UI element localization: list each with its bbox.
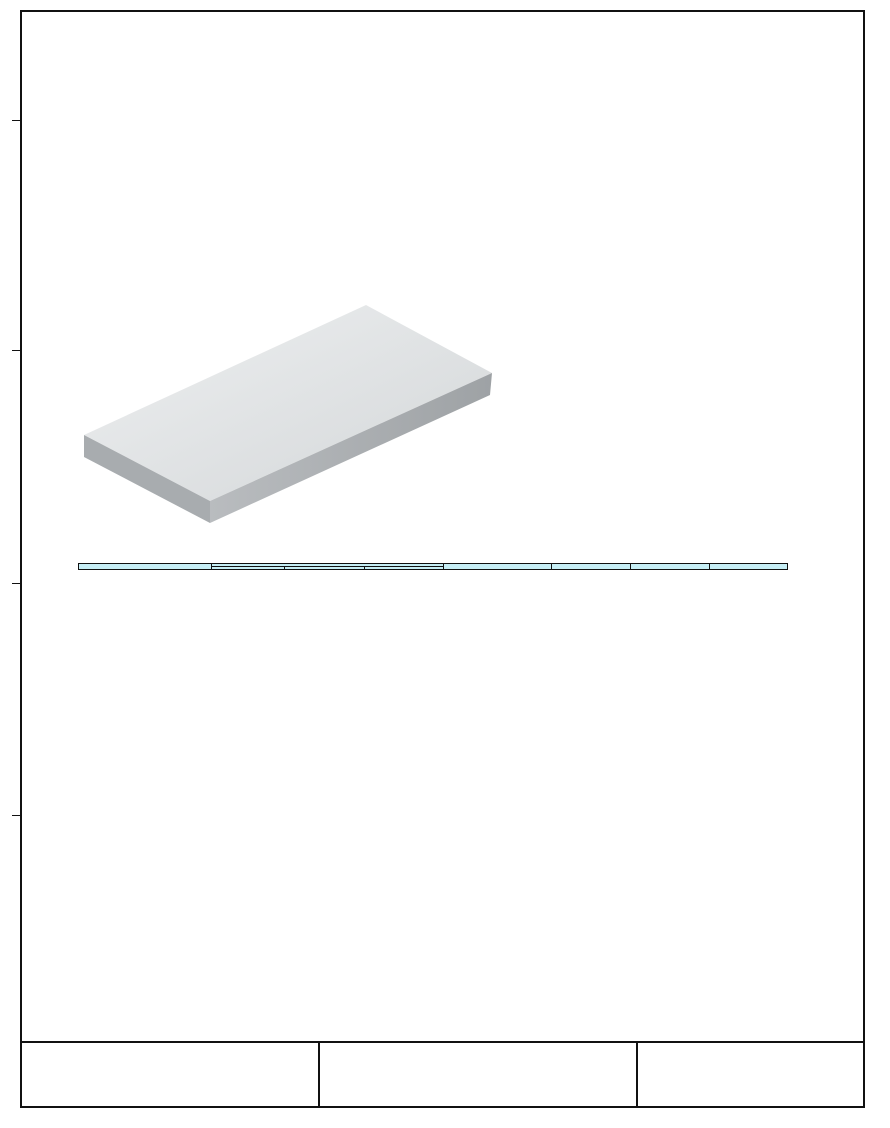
header-mark: [79, 564, 212, 570]
title-block-main: [320, 1043, 638, 1108]
header-height: [365, 567, 444, 570]
margin-tick: [12, 350, 20, 351]
cross-section-drawing: [345, 20, 845, 275]
header-weight: [710, 564, 788, 570]
header-length: [212, 567, 285, 570]
title-block: [20, 1041, 865, 1108]
header-width: [285, 567, 365, 570]
spec-table: [78, 563, 788, 570]
margin-tick: [12, 120, 20, 121]
title-block-description: [20, 1043, 320, 1108]
header-volume: [552, 564, 631, 570]
header-concrete: [444, 564, 552, 570]
margin-tick: [12, 583, 20, 584]
header-steel: [631, 564, 710, 570]
slab-3d-illustration: [70, 295, 500, 525]
margin-tick: [12, 815, 20, 816]
